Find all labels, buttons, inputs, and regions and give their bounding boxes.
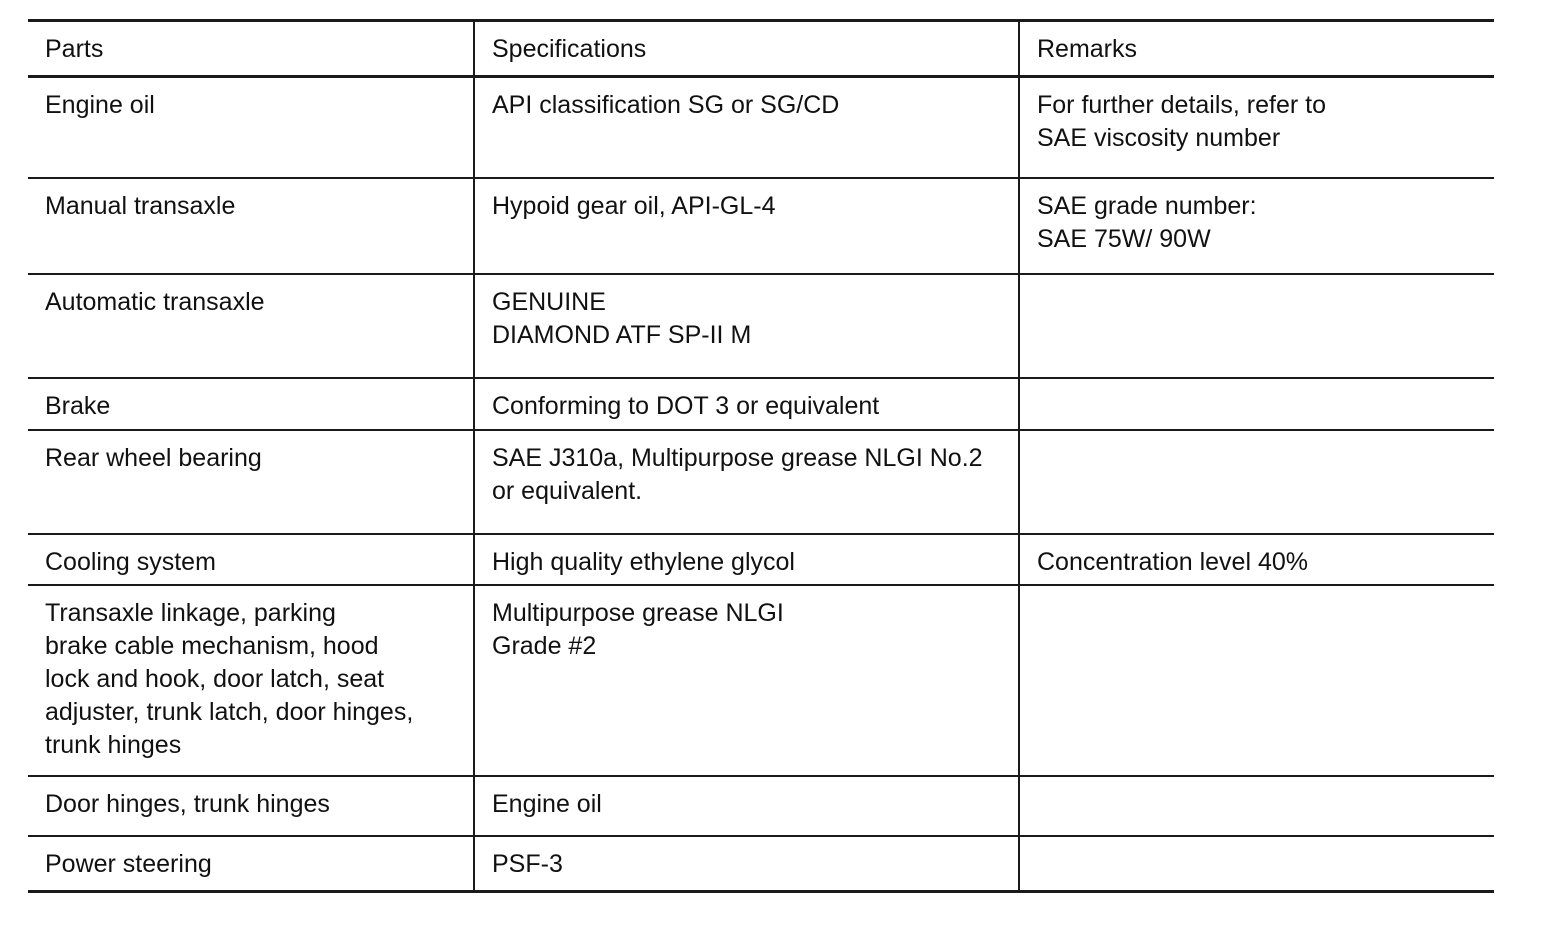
- cell-specification: SAE J310a, Multipurpose grease NLGI No.2 or equivalent.: [474, 430, 1019, 534]
- table-row: [28, 378, 1494, 430]
- cell-specification: PSF-3: [474, 836, 1019, 892]
- cell-remarks: For further details, refer to SAE viscosity number: [1019, 77, 1494, 178]
- cell-remarks: [1019, 776, 1494, 836]
- table-row: [28, 430, 1494, 534]
- cell-remarks: [1019, 378, 1494, 430]
- table-row: [28, 534, 1494, 585]
- table-row: [28, 274, 1494, 378]
- header-specifications: Specifications: [474, 21, 1019, 77]
- cell-part: Engine oil: [28, 77, 474, 178]
- table-row: [28, 77, 1494, 178]
- cell-specification: High quality ethylene glycol: [474, 534, 1019, 585]
- table-row: [28, 776, 1494, 836]
- table-row: [28, 178, 1494, 274]
- cell-part: Power steering: [28, 836, 474, 892]
- cell-specification: Conforming to DOT 3 or equivalent: [474, 378, 1019, 430]
- cell-remarks: Concentration level 40%: [1019, 534, 1494, 585]
- cell-specification: Multipurpose grease NLGI Grade #2: [474, 585, 1019, 776]
- header-remarks: Remarks: [1019, 21, 1494, 77]
- cell-specification: GENUINE DIAMOND ATF SP-II M: [474, 274, 1019, 378]
- cell-remarks: [1019, 585, 1494, 776]
- cell-remarks: [1019, 430, 1494, 534]
- cell-part: Brake: [28, 378, 474, 430]
- cell-part: Rear wheel bearing: [28, 430, 474, 534]
- cell-specification: Hypoid gear oil, API-GL-4: [474, 178, 1019, 274]
- cell-remarks: [1019, 836, 1494, 892]
- cell-part: Door hinges, trunk hinges: [28, 776, 474, 836]
- cell-part: Cooling system: [28, 534, 474, 585]
- cell-part: Transaxle linkage, parking brake cable mechanism, hood lock and hook, door latch, seat adjuster, trunk latch, door hinges, trunk hinges: [28, 585, 474, 776]
- header-parts: Parts: [28, 21, 474, 77]
- table-row: [28, 836, 1494, 892]
- cell-specification: API classification SG or SG/CD: [474, 77, 1019, 178]
- cell-remarks: SAE grade number: SAE 75W/ 90W: [1019, 178, 1494, 274]
- cell-specification: Engine oil: [474, 776, 1019, 836]
- cell-part: Manual transaxle: [28, 178, 474, 274]
- table-header-row: [28, 21, 1494, 77]
- cell-remarks: [1019, 274, 1494, 378]
- lubricants-spec-table: [28, 19, 1494, 893]
- table-row: [28, 585, 1494, 776]
- cell-part: Automatic transaxle: [28, 274, 474, 378]
